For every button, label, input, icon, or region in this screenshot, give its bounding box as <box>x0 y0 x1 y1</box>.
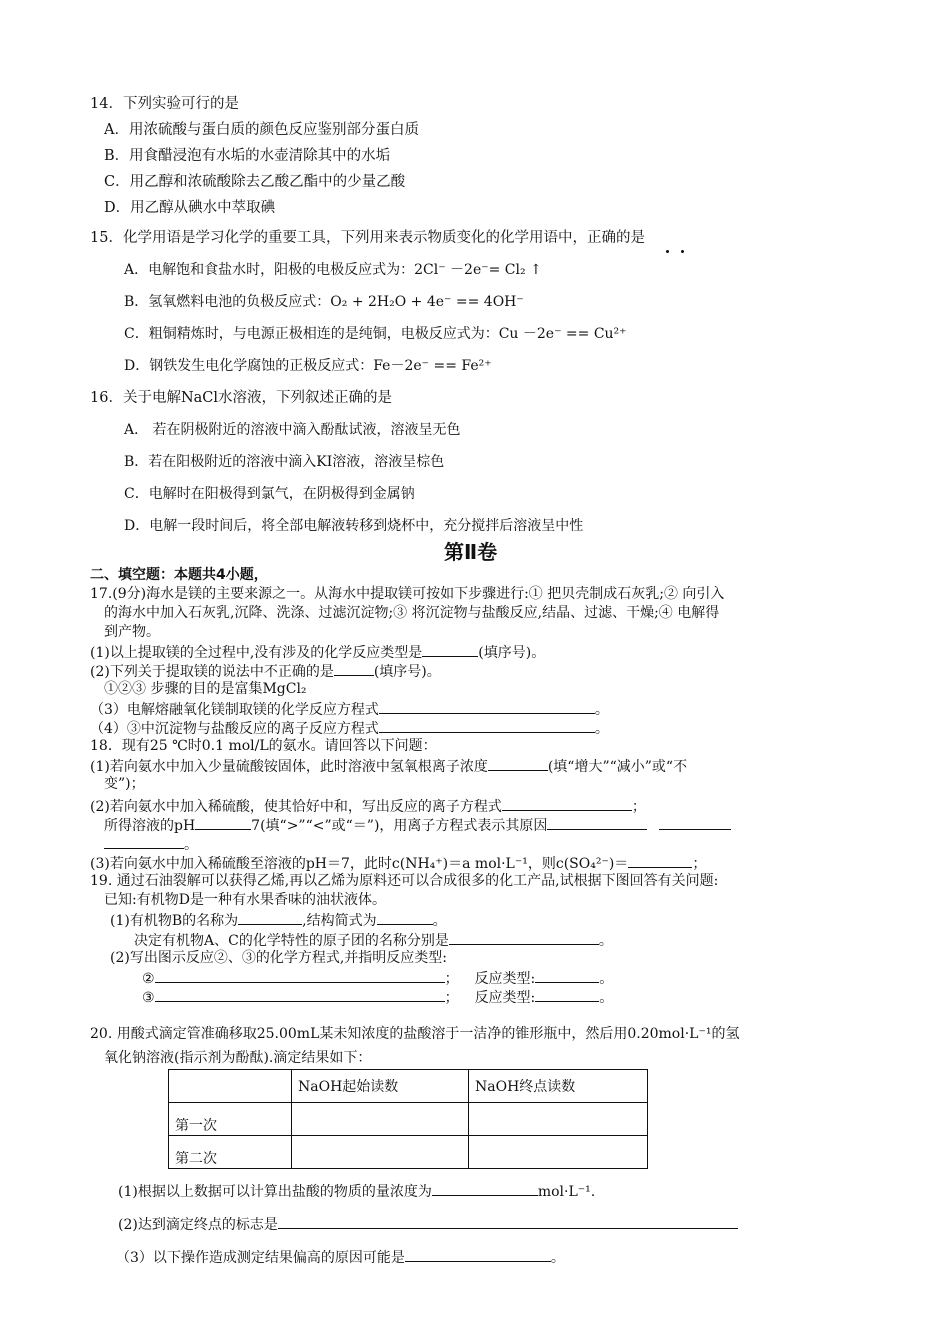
q19-line2: 已知:有机物D是一种有水果香味的油状液体。 <box>104 892 386 908</box>
q18-sub2-post: ； <box>631 799 646 815</box>
q18-sub1-text: (1)若向氨水中加入少量硫酸铵固体，此时溶液中氢氧根离子浓度 <box>90 759 488 775</box>
q18-sub2-ph-text: 所得溶液的pH <box>104 818 196 834</box>
q18-sub1 <box>90 755 687 777</box>
answer-blank[interactable] <box>535 986 599 1002</box>
q14-stem: 14．下列实验可行的是 <box>90 96 239 112</box>
answer-blank[interactable] <box>155 986 445 1002</box>
separator: ； <box>444 990 459 1006</box>
answer-blank[interactable] <box>432 1180 538 1196</box>
q20-line1: 20. 用酸式滴定管准确移取25.00mL某未知浓度的盐酸溶于一洁净的锥形瓶中，然后用0.20mol·L⁻¹的氢 <box>90 1026 740 1042</box>
answer-blank[interactable] <box>278 1213 738 1229</box>
answer-blank[interactable] <box>238 909 302 925</box>
q17-sub1-post: (填序号)。 <box>478 645 546 661</box>
q15-option-a: A．电解饱和食盐水时，阳极的电极反应式为：2Cl⁻ －2e⁻= Cl₂ ↑ <box>124 262 542 278</box>
q18-sub2-period: 。 <box>184 837 198 853</box>
q16-stem: 16．关于电解NaCl水溶液，下列叙述正确的是 <box>90 390 393 406</box>
q18-sub1-post: (填“增大”“减小”或“不 <box>547 759 688 775</box>
q17-line1: 17.(9分)海水是镁的主要来源之一。从海水中提取镁可按如下步骤进行:① 把贝壳制成石灰乳;② 向引入 <box>90 586 725 602</box>
answer-blank[interactable] <box>547 814 647 830</box>
q18-sub1-line2: 变”)； <box>104 776 145 792</box>
q20-sub3 <box>116 1246 565 1268</box>
q20-sub3-text: （3）以下操作造成测定结果偏高的原因可能是 <box>116 1250 405 1266</box>
q16-option-a: A． 若在阴极附近的溶液中滴入酚酞试液，溶液呈无色 <box>124 422 461 438</box>
answer-blank[interactable] <box>659 814 731 830</box>
q19-sub1b-post: 。 <box>598 933 613 949</box>
separator: ； <box>444 971 459 987</box>
table-row-label: 第一次 <box>169 1103 292 1136</box>
q19-r3-label: ③ <box>142 990 155 1006</box>
q19-reaction3 <box>142 986 613 1008</box>
answer-blank[interactable] <box>155 967 445 983</box>
q19-line1: 19. 通过石油裂解可以获得乙烯,再以乙烯为原料还可以合成很多的化工产品,试根据下图回答有关问题: <box>90 873 719 889</box>
q20-sub3-post: 。 <box>550 1250 565 1266</box>
q18-sub2-line2 <box>104 814 731 836</box>
q20-sub1 <box>118 1180 595 1202</box>
q15-option-c: C．粗铜精炼时，与电源正极相连的是纯铜，电极反应式为：Cu －2e⁻ == Cu²⁺ <box>124 326 627 342</box>
q19-sub1 <box>110 909 447 931</box>
q15-option-d: D．钢铁发生电化学腐蚀的正极反应式：Fe－2e⁻ == Fe²⁺ <box>124 358 492 374</box>
q18-stem: 18．现有25 ℃时0.1 mol/L的氨水。请回答以下问题： <box>90 738 437 754</box>
answer-blank[interactable] <box>377 909 433 925</box>
answer-blank[interactable] <box>422 641 478 657</box>
q18-sub2-text: (2)若向氨水中加入稀硫酸，使其恰好中和，写出反应的离子方程式 <box>90 799 502 815</box>
q19-sub1-post: 。 <box>432 913 447 929</box>
answer-blank[interactable] <box>449 929 599 945</box>
reaction-type-label: 反应类型: <box>474 971 536 987</box>
q14-option-d: D．用乙醇从碘水中萃取碘 <box>104 200 276 216</box>
reaction-type-label: 反应类型: <box>474 990 536 1006</box>
q17-sub4-text: （4）③中沉淀物与盐酸反应的离子反应方程式 <box>90 721 379 737</box>
q20-sub2-text: (2)达到滴定终点的标志是 <box>118 1217 278 1233</box>
table-header-cell: NaOH起始读数 <box>292 1070 469 1103</box>
q18-sub3-post: ； <box>692 856 707 872</box>
table-header-row <box>169 1070 648 1103</box>
titration-table <box>168 1069 648 1169</box>
table-header-cell <box>169 1070 292 1103</box>
q16-option-c: C．电解时在阳极得到氯气，在阴极得到金属钠 <box>124 486 415 502</box>
q18-sub3-text: (3)若向氨水中加入稀硫酸至溶液的pH＝7，此时c(NH₄⁺)＝a mol·L⁻¹，则c(SO₄²⁻)＝ <box>90 856 629 872</box>
q17-sub2-post: (填序号)。 <box>373 664 441 680</box>
section-title: 第Ⅱ卷 <box>444 540 498 564</box>
q14-option-b: B．用食醋浸泡有水垢的水壶清除其中的水垢 <box>104 148 391 164</box>
answer-blank[interactable] <box>104 833 184 849</box>
answer-blank[interactable] <box>405 1246 551 1262</box>
q14-option-c: C．用乙醇和浓硫酸除去乙酸乙酯中的少量乙酸 <box>104 174 406 190</box>
answer-blank[interactable] <box>379 698 595 714</box>
table-cell[interactable] <box>469 1136 648 1169</box>
q18-sub2-mid: 7(填“>”“<”或“＝”)，用离子方程式表示其原因 <box>251 818 548 834</box>
answer-blank[interactable] <box>488 755 548 771</box>
q19-sub1-text: (1)有机物B的名称为 <box>110 913 239 929</box>
table-cell[interactable] <box>292 1136 469 1169</box>
table-cell[interactable] <box>292 1103 469 1136</box>
q14-option-a: A．用浓硫酸与蛋白质的颜色反应鉴别部分蛋白质 <box>104 122 419 138</box>
q16-option-d: D．电解一段时间后，将全部电解液转移到烧杯中，充分搅拌后溶液呈中性 <box>124 518 584 534</box>
section2-heading: 二、填空题：本题共4小题， <box>90 567 268 583</box>
q17-sub3-period: 。 <box>594 702 609 718</box>
q19-sub1-mid: ,结构简式为 <box>302 913 377 929</box>
q17-sub4-period: 。 <box>594 721 609 737</box>
table-row <box>169 1136 648 1169</box>
period: 。 <box>599 971 614 987</box>
answer-blank[interactable] <box>334 660 374 676</box>
table-cell[interactable] <box>469 1103 648 1136</box>
q17-sub1-text: (1)以上提取镁的全过程中,没有涉及的化学反应类型是 <box>90 645 423 661</box>
q19-sub2: (2)写出图示反应②、③的化学方程式,并指明反应类型: <box>110 950 447 966</box>
answer-blank[interactable] <box>379 717 595 733</box>
q20-sub1-unit: mol·L⁻¹. <box>537 1184 596 1200</box>
table-row <box>169 1103 648 1136</box>
q16-option-b: B．若在阳极附近的溶液中滴入KI溶液，溶液呈棕色 <box>124 454 445 470</box>
answer-blank[interactable] <box>628 852 692 868</box>
table-header-cell: NaOH终点读数 <box>469 1070 648 1103</box>
q17-line2: 的海水中加入石灰乳,沉降、洗涤、过滤沉淀物;③ 将沉淀物与盐酸反应,结晶、过滤、干燥;④ 电解得 <box>104 605 720 621</box>
q17-line3: 到产物。 <box>104 624 160 640</box>
emphasis-dot <box>681 250 684 253</box>
q17-sub3-text: （3）电解熔融氧化镁制取镁的化学反应方程式 <box>90 702 379 718</box>
period: 。 <box>599 990 614 1006</box>
table-row-label: 第二次 <box>169 1136 292 1169</box>
q19-r2-label: ② <box>142 971 155 987</box>
q19-sub1b-text: 决定有机物A、C的化学特性的原子团的名称分别是 <box>134 933 449 949</box>
answer-blank[interactable] <box>535 967 599 983</box>
q20-sub1-text: (1)根据以上数据可以计算出盐酸的物质的量浓度为 <box>118 1184 432 1200</box>
emphasis-dot <box>666 250 669 253</box>
answer-blank[interactable] <box>195 814 251 830</box>
q17-sub2-option: ①②③ 步骤的目的是富集MgCl₂ <box>104 681 307 697</box>
q15-option-b: B．氢氧燃料电池的负极反应式：O₂ + 2H₂O + 4e⁻ == 4OH⁻ <box>124 294 524 310</box>
q15-stem: 15．化学用语是学习化学的重要工具，下列用来表示物质变化的化学用语中，正确的是 <box>90 230 645 246</box>
q20-sub2 <box>118 1213 738 1235</box>
q20-line2: 氧化钠溶液(指示剂为酚酞).滴定结果如下： <box>104 1050 372 1066</box>
answer-blank[interactable] <box>502 795 632 811</box>
q17-sub2-text: (2)下列关于提取镁的说法中不正确的是 <box>90 664 334 680</box>
